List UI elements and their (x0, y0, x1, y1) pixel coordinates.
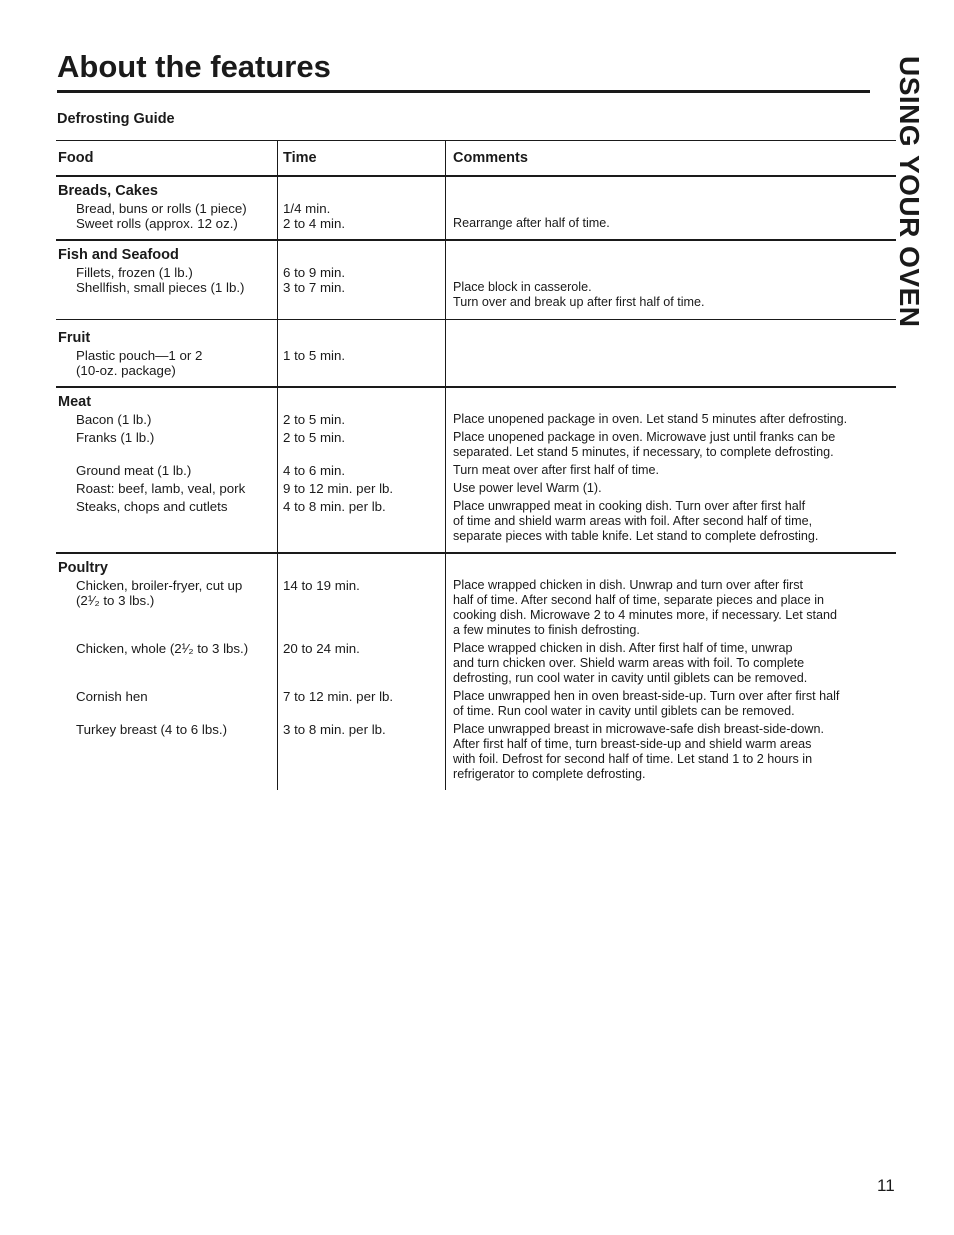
table-row (56, 463, 896, 478)
table-row (56, 348, 896, 378)
comment-text: with foil. Defrost for second half of time. Let stand 1 to 2 hours in (453, 752, 813, 766)
section-side-label: USING YOUR OVEN (894, 56, 925, 328)
table-row (56, 689, 896, 719)
time-cell (277, 641, 445, 686)
comment-text: cooking dish. Microwave 2 to 4 minutes more, if necessary. Let stand (453, 608, 838, 622)
table-row (56, 578, 896, 638)
time-cell (277, 689, 445, 719)
food-cell (56, 722, 277, 782)
comment-cell (445, 201, 896, 216)
group-poultry (56, 554, 896, 790)
time-cell (277, 722, 445, 782)
comment-text: Place wrapped chicken in dish. After first half of time, unwrap (453, 641, 793, 655)
table-row (56, 201, 896, 216)
table-header (56, 140, 896, 177)
comment-cell (445, 280, 896, 310)
food-text: Chicken, whole (2¹⁄₂ to 3 lbs.) (76, 641, 249, 656)
time-text: 4 to 8 min. per lb. (283, 499, 386, 514)
food-text: Chicken, broiler-fryer, cut up (76, 578, 243, 593)
food-text: Fillets, frozen (1 lb.) (76, 265, 193, 280)
comment-text: and turn chicken over. Shield warm areas with foil. To complete (453, 656, 805, 670)
comment-cell (445, 689, 896, 719)
time-cell (277, 348, 445, 378)
comment-text: Place unwrapped breast in microwave-safe dish breast-side-down. (453, 722, 824, 736)
time-text: 2 to 5 min. (283, 430, 346, 445)
time-cell (277, 463, 445, 478)
food-text: Franks (1 lb.) (76, 430, 155, 445)
column-header-comments: Comments (453, 150, 528, 166)
time-cell (277, 201, 445, 216)
comment-text: Turn meat over after first half of time. (453, 463, 660, 477)
comment-text: Place unopened package in oven. Microwave just until franks can be (453, 430, 836, 444)
table-row (56, 280, 896, 310)
food-text: (10-oz. package) (76, 363, 176, 378)
time-text: 2 to 5 min. (283, 412, 346, 427)
title-divider (57, 90, 870, 93)
time-text: 7 to 12 min. per lb. (283, 689, 394, 704)
time-cell (277, 578, 445, 638)
comment-cell (445, 265, 896, 280)
table-row (56, 216, 896, 231)
comment-cell (445, 641, 896, 686)
defrosting-guide-table (56, 140, 896, 790)
food-cell (56, 481, 277, 496)
time-text: 3 to 7 min. (283, 280, 346, 295)
comment-text: Use power level Warm (1). (453, 481, 602, 495)
food-cell (56, 412, 277, 427)
comment-text: Turn over and break up after first half of time. (453, 295, 705, 309)
table-row (56, 265, 896, 280)
food-text: Bacon (1 lb.) (76, 412, 152, 427)
time-text: 1 to 5 min. (283, 348, 346, 363)
table-row (56, 499, 896, 544)
comment-text: a few minutes to finish defrosting. (453, 623, 640, 637)
comment-cell (445, 412, 896, 427)
time-cell (277, 412, 445, 427)
comment-text: defrosting, run cool water in cavity until giblets can be removed. (453, 671, 808, 685)
food-text: Steaks, chops and cutlets (76, 499, 228, 514)
time-text: 3 to 8 min. per lb. (283, 722, 386, 737)
time-cell (277, 280, 445, 310)
time-text: 1/4 min. (283, 201, 331, 216)
food-cell (56, 578, 277, 638)
food-text: Roast: beef, lamb, veal, pork (76, 481, 246, 496)
comment-text: After first half of time, turn breast-side-up and shield warm areas (453, 737, 812, 751)
time-cell (277, 265, 445, 280)
comment-cell (445, 216, 896, 231)
food-text: Shellfish, small pieces (1 lb.) (76, 280, 245, 295)
food-text: Cornish hen (76, 689, 148, 704)
food-text: Ground meat (1 lb.) (76, 463, 192, 478)
food-cell (56, 430, 277, 460)
comment-text: Place block in casserole. (453, 280, 592, 294)
food-cell (56, 201, 277, 216)
group-title: Fish and Seafood (58, 247, 179, 263)
food-text: Bread, buns or rolls (1 piece) (76, 201, 247, 216)
comment-text: Place wrapped chicken in dish. Unwrap and turn over after first (453, 578, 803, 592)
food-cell (56, 499, 277, 544)
table-row (56, 412, 896, 427)
comment-text: separated. Let stand 5 minutes, if necessary, to complete defrosting. (453, 445, 834, 459)
food-cell (56, 641, 277, 686)
food-cell (56, 216, 277, 231)
group-fish-seafood (56, 241, 896, 320)
comment-text: half of time. After second half of time, separate pieces and place in (453, 593, 825, 607)
group-title: Fruit (58, 330, 91, 346)
group-title: Poultry (58, 560, 108, 576)
table-row (56, 641, 896, 686)
comment-cell (445, 430, 896, 460)
comment-text: Place unopened package in oven. Let stand 5 minutes after defrosting. (453, 412, 848, 426)
defrosting-guide-heading: Defrosting Guide (57, 111, 175, 127)
comment-text: of time and shield warm areas with foil. After second half of time, (453, 514, 813, 528)
comment-text: Rearrange after half of time. (453, 216, 610, 230)
comment-text: separate pieces with table knife. Let stand to complete defrosting. (453, 529, 819, 543)
group-meat (56, 388, 896, 554)
food-text: Plastic pouch—1 or 2 (76, 348, 203, 363)
comment-cell (445, 463, 896, 478)
page-title: About the features (57, 49, 331, 84)
time-text: 14 to 19 min. (283, 578, 360, 593)
time-cell (277, 499, 445, 544)
comment-text: Place unwrapped meat in cooking dish. Turn over after first half (453, 499, 806, 513)
comment-cell (445, 722, 896, 782)
food-cell (56, 280, 277, 310)
food-text: Sweet rolls (approx. 12 oz.) (76, 216, 238, 231)
food-cell (56, 689, 277, 719)
table-row (56, 722, 896, 782)
group-breads-cakes (56, 177, 896, 241)
time-text: 4 to 6 min. (283, 463, 346, 478)
comment-text: of time. Run cool water in cavity until giblets can be removed. (453, 704, 795, 718)
time-cell (277, 216, 445, 231)
time-text: 9 to 12 min. per lb. (283, 481, 394, 496)
time-cell (277, 430, 445, 460)
food-cell (56, 265, 277, 280)
group-title: Meat (58, 394, 92, 410)
page-number: 11 (877, 1176, 895, 1195)
column-header-time: Time (283, 150, 317, 166)
time-cell (277, 481, 445, 496)
food-cell (56, 463, 277, 478)
table-row (56, 430, 896, 460)
time-text: 20 to 24 min. (283, 641, 360, 656)
table-row (56, 481, 896, 496)
group-fruit (56, 320, 896, 388)
comment-text: refrigerator to complete defrosting. (453, 767, 646, 781)
comment-cell (445, 578, 896, 638)
time-text: 6 to 9 min. (283, 265, 346, 280)
comment-text: Place unwrapped hen in oven breast-side-up. Turn over after first half (453, 689, 840, 703)
comment-cell (445, 348, 896, 378)
time-text: 2 to 4 min. (283, 216, 346, 231)
comment-cell (445, 481, 896, 496)
comment-cell (445, 499, 896, 544)
food-text: Turkey breast (4 to 6 lbs.) (76, 722, 227, 737)
food-text: (2¹⁄₂ to 3 lbs.) (76, 593, 155, 608)
food-cell (56, 348, 277, 378)
column-header-food: Food (58, 150, 94, 166)
group-title: Breads, Cakes (58, 183, 158, 199)
